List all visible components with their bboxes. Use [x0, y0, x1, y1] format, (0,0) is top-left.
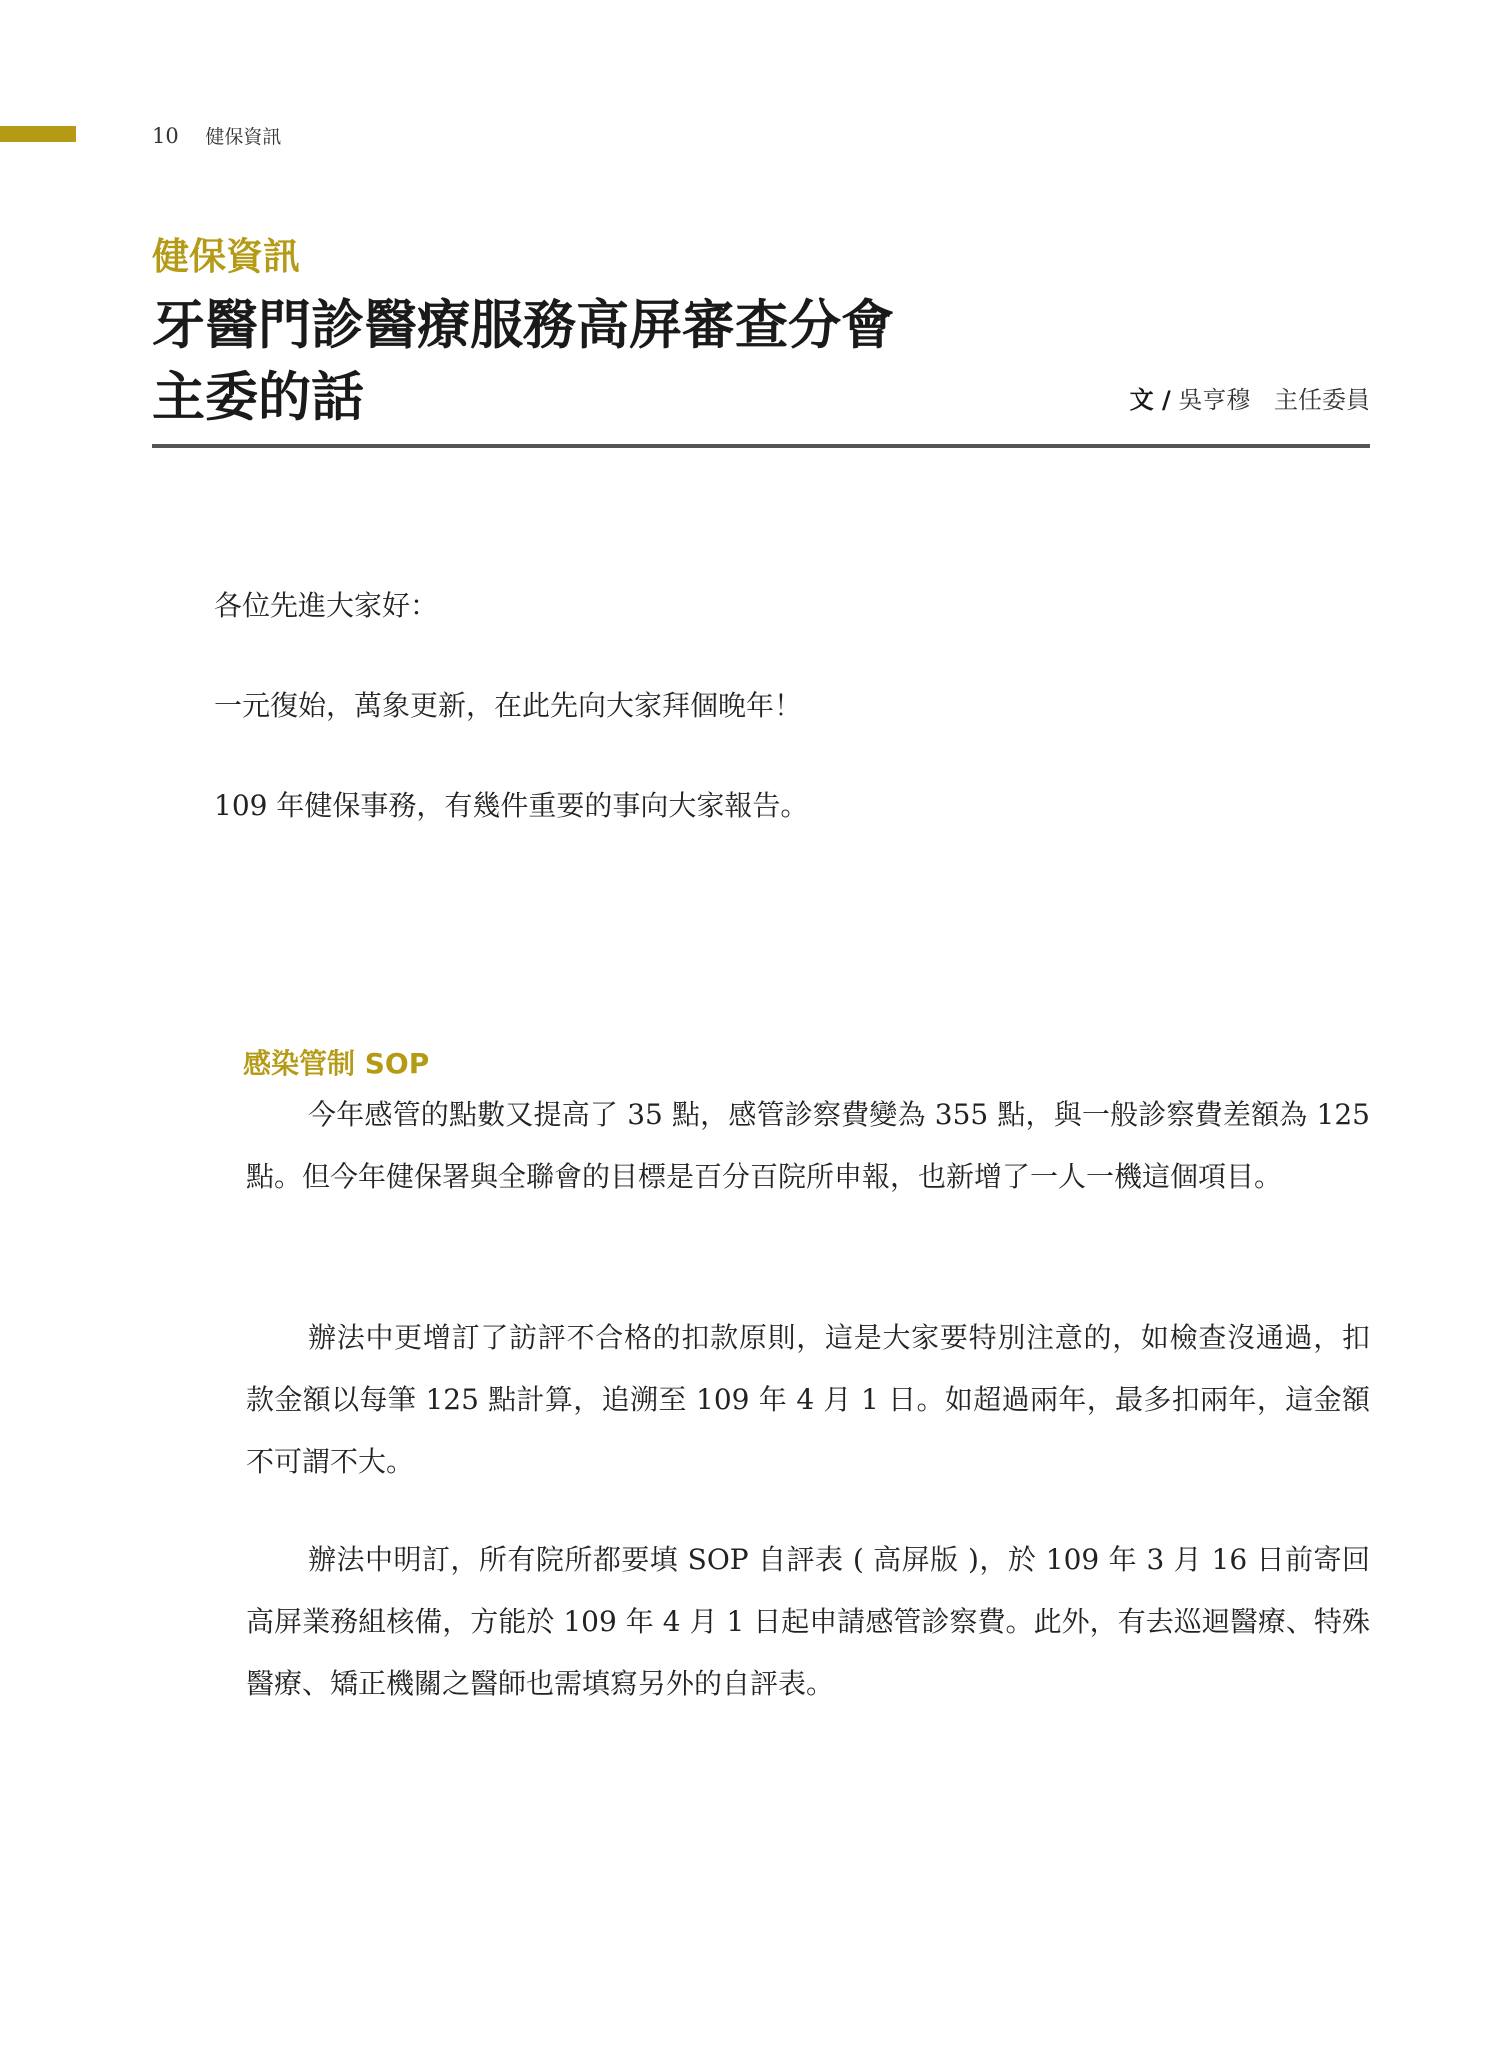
- page-number: 10: [152, 124, 179, 148]
- intro-line-3: 109 年健保事務，有幾件重要的事向大家報告。: [214, 789, 809, 822]
- article-title-line-2: 主委的話: [152, 367, 364, 428]
- article-category: 健保資訊: [152, 235, 300, 278]
- running-header-section: 健保資訊: [205, 126, 282, 148]
- byline: [1130, 380, 1370, 415]
- intro-greeting: 各位先進大家好：: [214, 589, 439, 622]
- section-paragraph-2: 辦法中更增訂了訪評不合格的扣款原則，這是大家要特別注意的，如檢查沒通過，扣款金額以每筆 125 點計算，追溯至 109 年 4 月 1 日。如超過兩年，最多扣兩年，這金額不可謂不大。: [246, 1321, 1370, 1478]
- article-title-line-1: 牙醫門診醫療服務高屏審查分會: [152, 295, 894, 356]
- section-paragraph-3: 辦法中明訂，所有院所都要填 SOP 自評表 ( 高屏版 )，於 109 年 3 月 16 日前寄回高屏業務組核備，方能於 109 年 4 月 1 日起申請感管診察費。此外，有去巡迴醫療、特殊醫療、矯正機關之醫師也需填寫另外的自評表。: [246, 1543, 1370, 1700]
- byline-author: 吳亨穆: [1178, 386, 1251, 414]
- title-divider: [152, 444, 1370, 448]
- byline-label: 文 /: [1129, 386, 1171, 414]
- article-title: [152, 290, 894, 434]
- section-heading: 感染管制 SOP: [243, 1047, 430, 1080]
- byline-role: 主任委員: [1274, 386, 1370, 414]
- section-paragraph-1: 今年感管的點數又提高了 35 點，感管診察費變為 355 點，與一般診察費差額為 125 點。但今年健保署與全聯會的目標是百分百院所申報，也新增了一人一機這個項目。: [246, 1098, 1370, 1193]
- running-header: [152, 122, 281, 149]
- intro-line-2: 一元復始，萬象更新，在此先向大家拜個晚年！: [214, 689, 803, 722]
- header-accent-bar: [0, 126, 76, 142]
